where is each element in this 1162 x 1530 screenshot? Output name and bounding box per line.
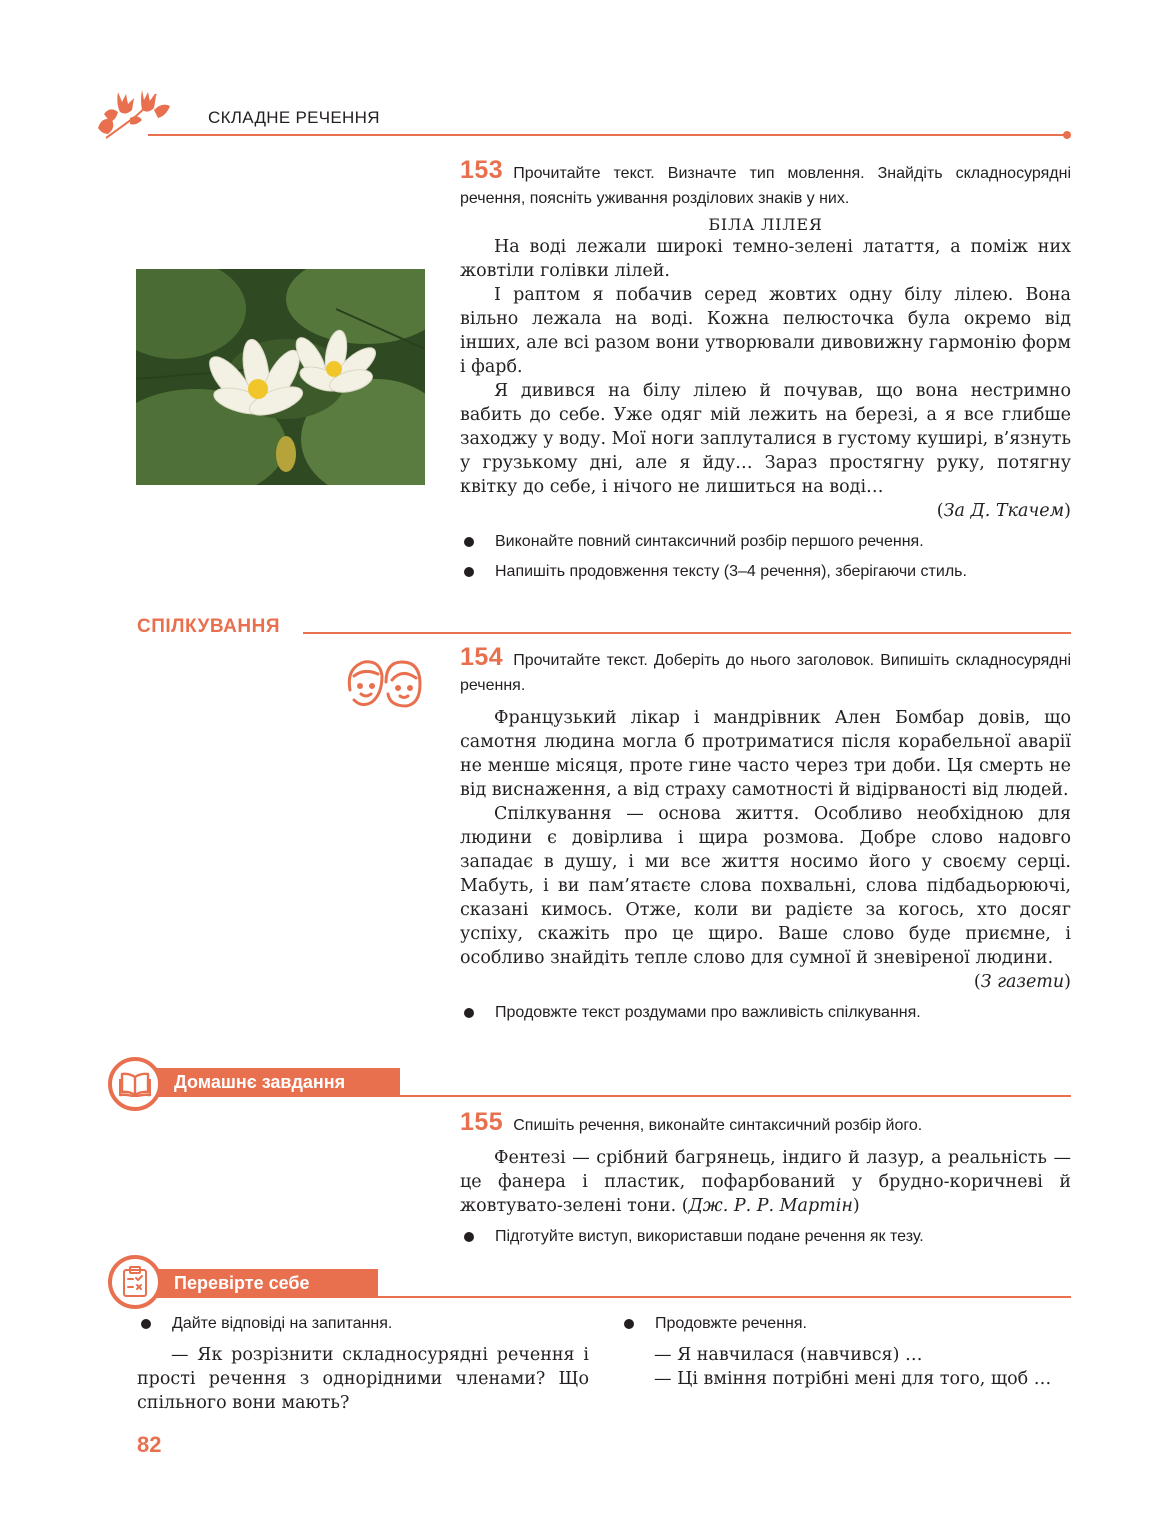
- bullet-item: Напишіть продовження тексту (3–4 речення), зберігаючи стиль.: [460, 561, 1071, 583]
- bullet-item: Виконайте повний синтаксичний розбір першого речення.: [460, 531, 1071, 553]
- exercise-153-task: 153 Прочитайте текст. Визначте тип мовлення. Знайдіть складносурядні речення, поясніть уживання розділових знаків у них.: [460, 156, 1071, 207]
- book-icon: [119, 1071, 151, 1097]
- paragraph: Французький лікар і мандрівник Ален Бомбар довів, що самотня людина могла б протриматися після корабельної аварії не менше місяця, проте гине часто через три доби. Ця смерть не від виснаження, а від страху самотності й відірваності від людей.: [460, 708, 1071, 800]
- exercise-number: 154: [460, 643, 504, 671]
- header-divider: [148, 134, 1066, 136]
- homework-band-label: Домашнє завдання: [152, 1068, 400, 1096]
- check-right-column: [620, 1305, 1071, 1391]
- header-divider-dot: [1063, 131, 1071, 139]
- bullet-item: Підготуйте виступ, використавши подане речення як тезу.: [460, 1226, 1071, 1248]
- exercise-155-task: 155 Спишіть речення, виконайте синтаксичний розбір його.: [460, 1108, 923, 1136]
- bullet-item: Дайте відповіді на запитання.: [137, 1313, 589, 1335]
- check-band-label: Перевірте себе: [152, 1269, 378, 1297]
- source-attribution: (За Д. Ткачем): [936, 501, 1071, 521]
- paragraph: Фентезі — срібний багрянець, індиго й лазур, а реальність — це фанера і пластик, пофарбований у брудно-коричневі й жовтувато-зелені тони. (Дж. Р. Р. Мартін): [460, 1148, 1071, 1216]
- exercise-155: [460, 1110, 1071, 1256]
- section-divider: [303, 632, 1071, 634]
- exercise-154-text: [460, 706, 1071, 970]
- communication-faces-icon: [344, 654, 426, 710]
- continuation-line: — Я навчилася (навчився) …: [654, 1345, 923, 1365]
- paragraph: Спілкування — основа життя. Особливо необхідною для людини є довірлива і щира розмова. Добре слово надовго западає в душу, і ми все життя носимо його у своєму серці. Мабуть, і ви пам’ятаєте слова похвальні, слова підбадьорюючі, сказані кимось. Отже, коли ви радієте за когось, хто досяг успіху, скажіть про це щиро. Ваше слово буде приємне, і особливо знайдіть тепле слово для сумної й зневіреної людини.: [460, 804, 1071, 968]
- page-number: 82: [137, 1432, 162, 1457]
- section-title: СПІЛКУВАННЯ: [137, 616, 280, 637]
- paragraph: І раптом я побачив серед жовтих одну білу лілею. Вона вільно лежала на воді. Кожна пелюсточка була окремо від інших, але всі разом вони утворювали дивовижну гармонію форм і фарб.: [460, 285, 1071, 377]
- exercise-153-bullets: [460, 531, 1071, 583]
- continuation-line: — Ці вміння потрібні мені для того, щоб …: [654, 1369, 1052, 1389]
- text-title: БІЛА ЛІЛЕЯ: [708, 215, 823, 234]
- exercise-155-bullets: [460, 1226, 1071, 1248]
- exercise-number: 155: [460, 1108, 504, 1136]
- check-left-column: [137, 1305, 589, 1415]
- paragraph: На воді лежали широкі темно-зелені латаття, а поміж них жовтіли голівки лілей.: [460, 237, 1071, 281]
- running-header-title: СКЛАДНЕ РЕЧЕННЯ: [208, 108, 380, 127]
- homework-band-divider: [152, 1095, 1071, 1097]
- homework-icon-badge: [108, 1057, 162, 1111]
- exercise-154: [460, 645, 1071, 1032]
- water-lily-photo: [136, 269, 425, 485]
- bullet-item: Продовжте текст роздумами про важливість спілкування.: [460, 1002, 1071, 1024]
- exercise-155-text: [460, 1146, 1071, 1218]
- exercise-153-text: [460, 235, 1071, 499]
- bullet-item: Продовжте речення.: [620, 1313, 1071, 1335]
- exercise-number: 153: [460, 156, 504, 184]
- check-icon-badge: [108, 1255, 162, 1309]
- paragraph: Я дивився на білу лілею й почував, що вона нестримно вабить до себе. Уже одяг мій лежить на березі, а я все глибше заходжу у воду. Мої ноги заплуталися в густому куширі, в’язнуть у грузькому дні, але я йду… Зараз простягну руку, потягну квітку до себе, і нічого не лишиться на воді…: [460, 381, 1071, 497]
- exercise-154-bullets: [460, 1002, 1071, 1024]
- source-attribution: (З газети): [973, 972, 1071, 992]
- question-text: — Як розрізнити складносурядні речення і прості речення з однорідними членами? Що спільного вони мають?: [137, 1345, 589, 1413]
- check-band-divider: [152, 1296, 1071, 1298]
- checklist-icon: [122, 1266, 148, 1298]
- exercise-154-task: 154 Прочитайте текст. Доберіть до нього заголовок. Випишіть складносурядні речення.: [460, 643, 1071, 694]
- exercise-153: [460, 158, 1071, 591]
